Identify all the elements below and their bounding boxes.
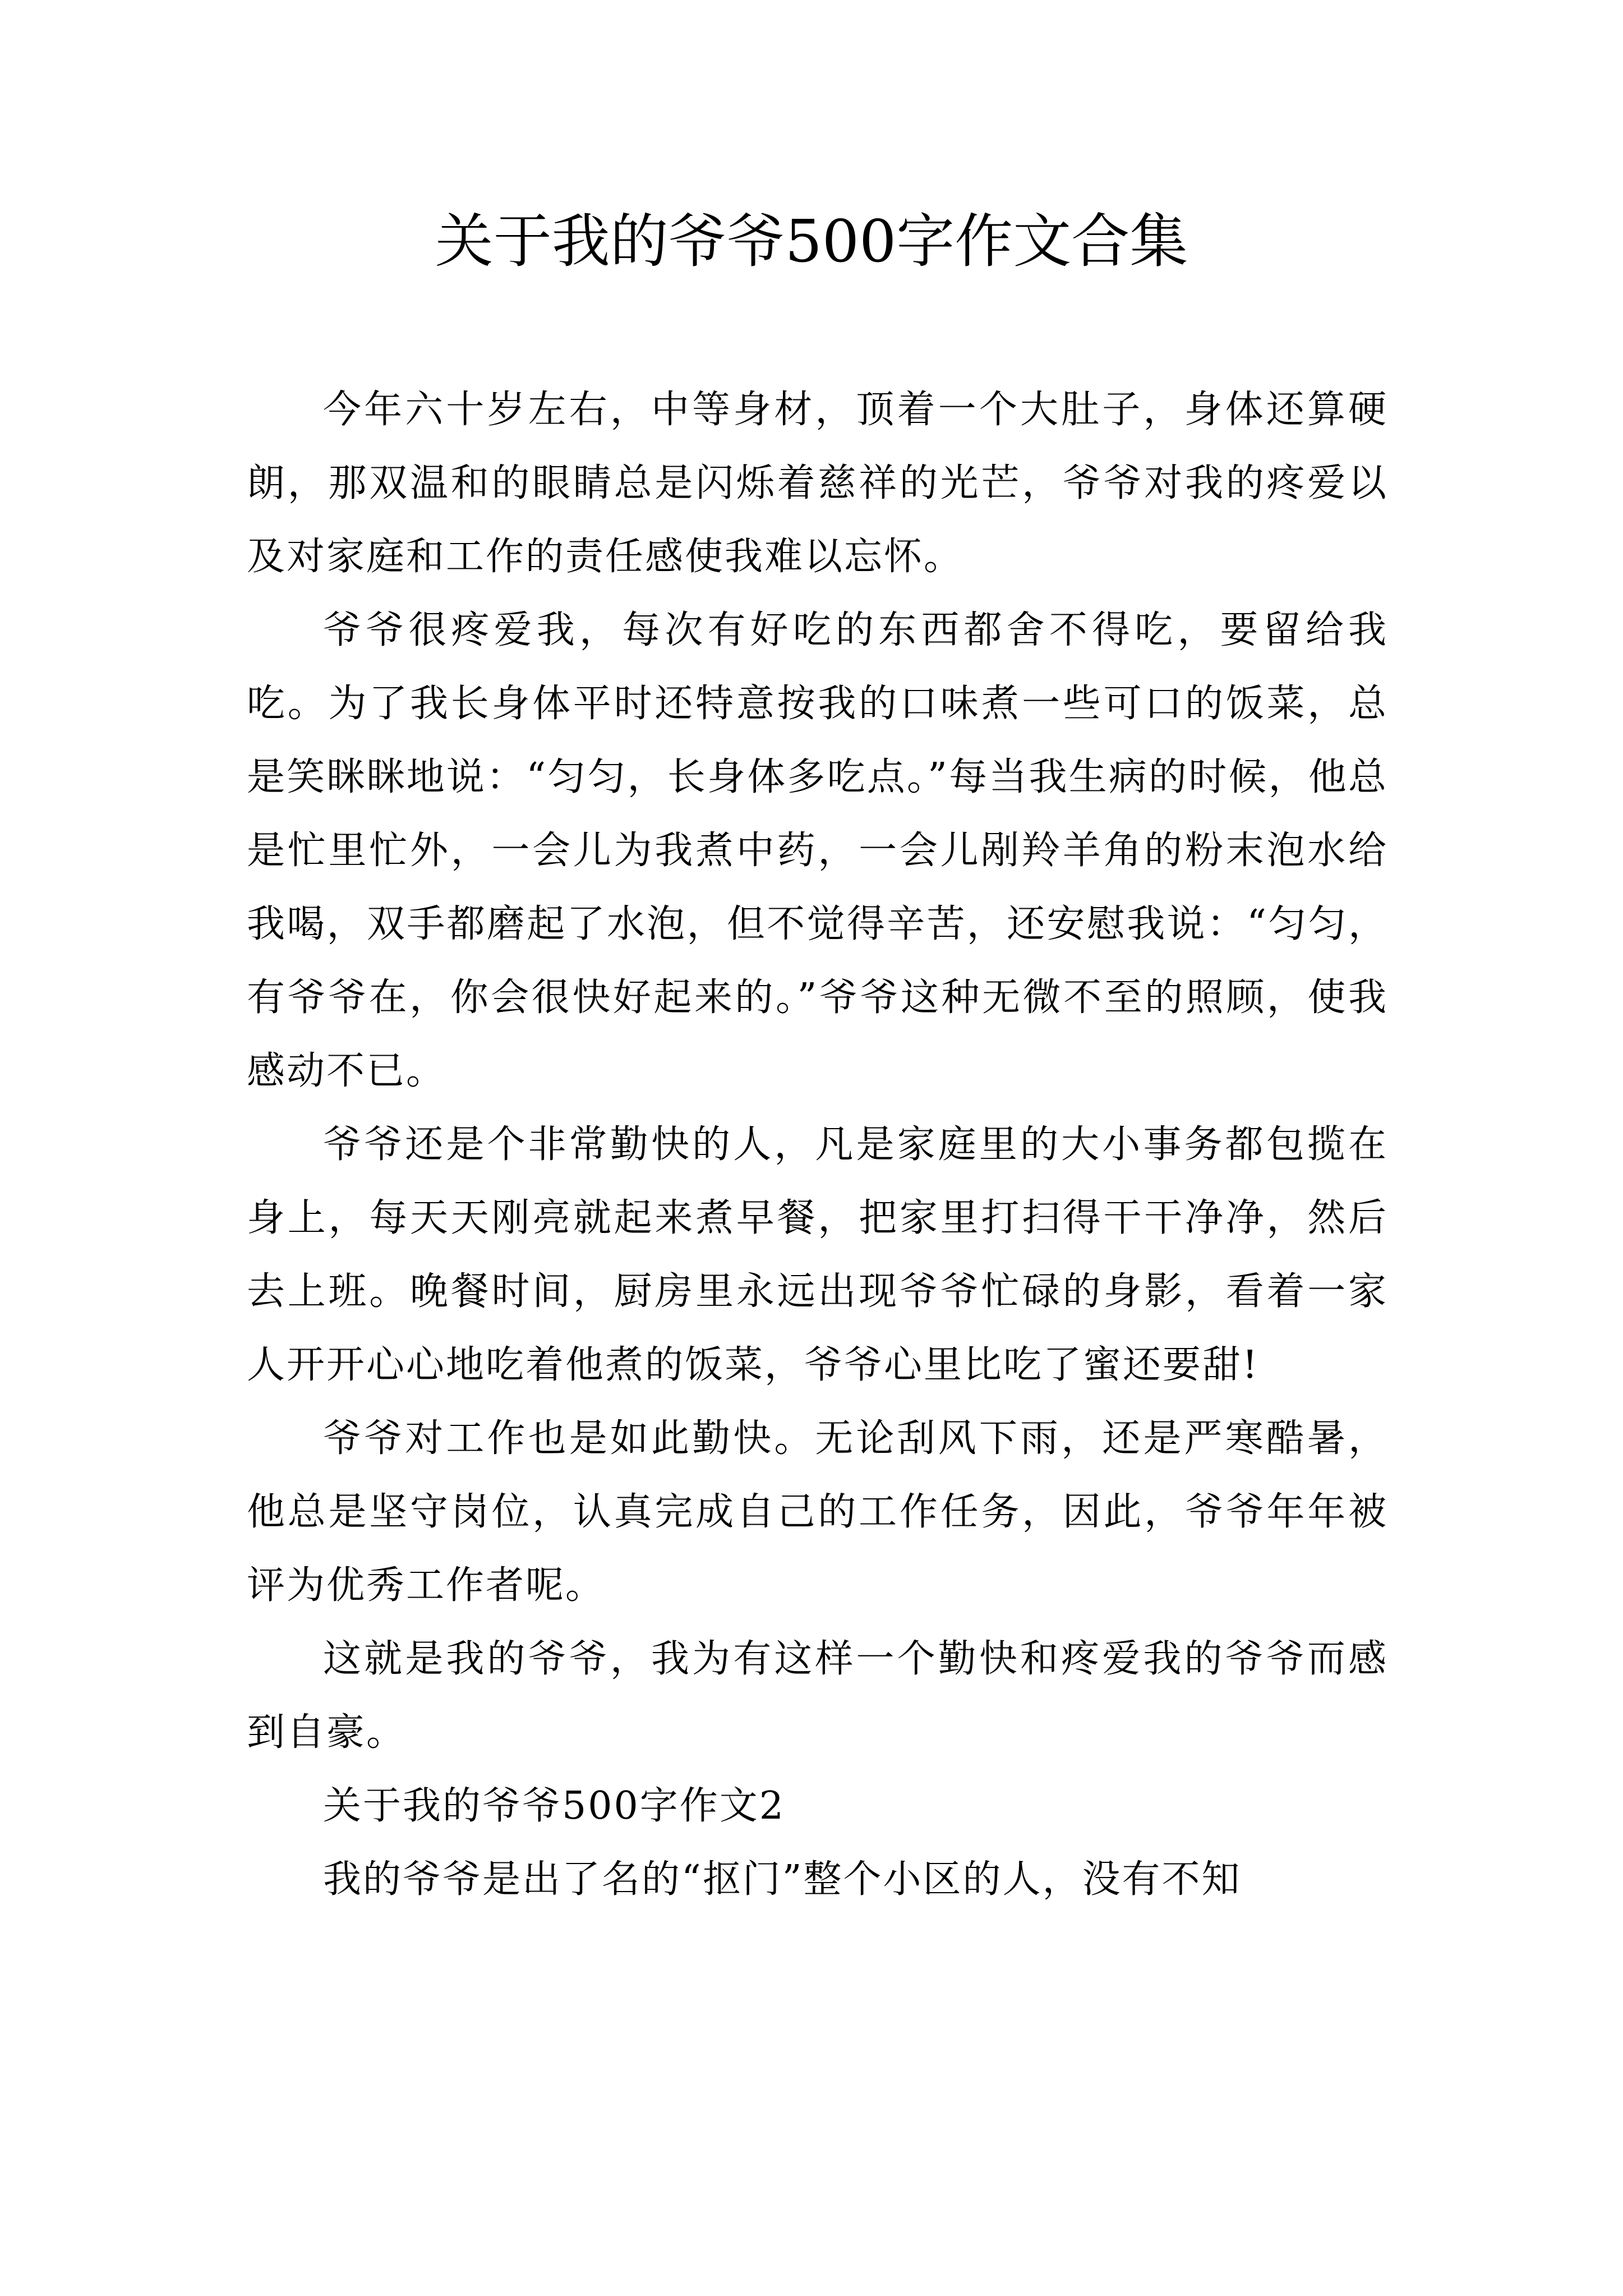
document-body [247, 373, 1388, 1916]
paragraph-1: 今年六十岁左右，中等身材，顶着一个大肚子，身体还算硬朗，那双温和的眼睛总是闪烁着慈祥的光芒，爷爷对我的疼爱以及对家庭和工作的责任感使我难以忘怀。 [247, 388, 1388, 579]
paragraph-4: 爷爷对工作也是如此勤快。无论刮风下雨，还是严寒酷暑，他总是坚守岗位，认真完成自己的工作任务，因此，爷爷年年被评为优秀工作者呢。 [247, 1416, 1388, 1608]
paragraph-5: 这就是我的爷爷，我为有这样一个勤快和疼爱我的爷爷而感到自豪。 [247, 1637, 1388, 1755]
paragraph-2: 爷爷很疼爱我，每次有好吃的东西都舍不得吃，要留给我吃。为了我长身体平时还特意按我的口味煮一些可口的饭菜，总是笑眯眯地说：“匀匀，长身体多吃点。”每当我生病的时候，他总是忙里忙外，一会儿为我煮中药，一会儿剐羚羊角的粉末泡水给我喝，双手都磨起了水泡，但不觉得辛苦，还安慰我说：“匀匀，有爷爷在，你会很快好起来的。”爷爷这种无微不至的照顾，使我感动不已。 [247, 608, 1388, 1093]
section-heading-2: 关于我的爷爷500字作文2 [323, 1784, 786, 1828]
document-title: 关于我的爷爷500字作文合集 [435, 207, 1188, 275]
paragraph-3: 爷爷还是个非常勤快的人，凡是家庭里的大小事务都包揽在身上，每天天刚亮就起来煮早餐，把家里打扫得干干净净，然后去上班。晚餐时间，厨房里永远出现爷爷忙碌的身影，看着一家人开开心心地吃着他煮的饭菜，爷爷心里比吃了蜜还要甜! [247, 1122, 1388, 1387]
paragraph-6: 我的爷爷是出了名的“抠门”整个小区的人，没有不知 [323, 1857, 1242, 1902]
